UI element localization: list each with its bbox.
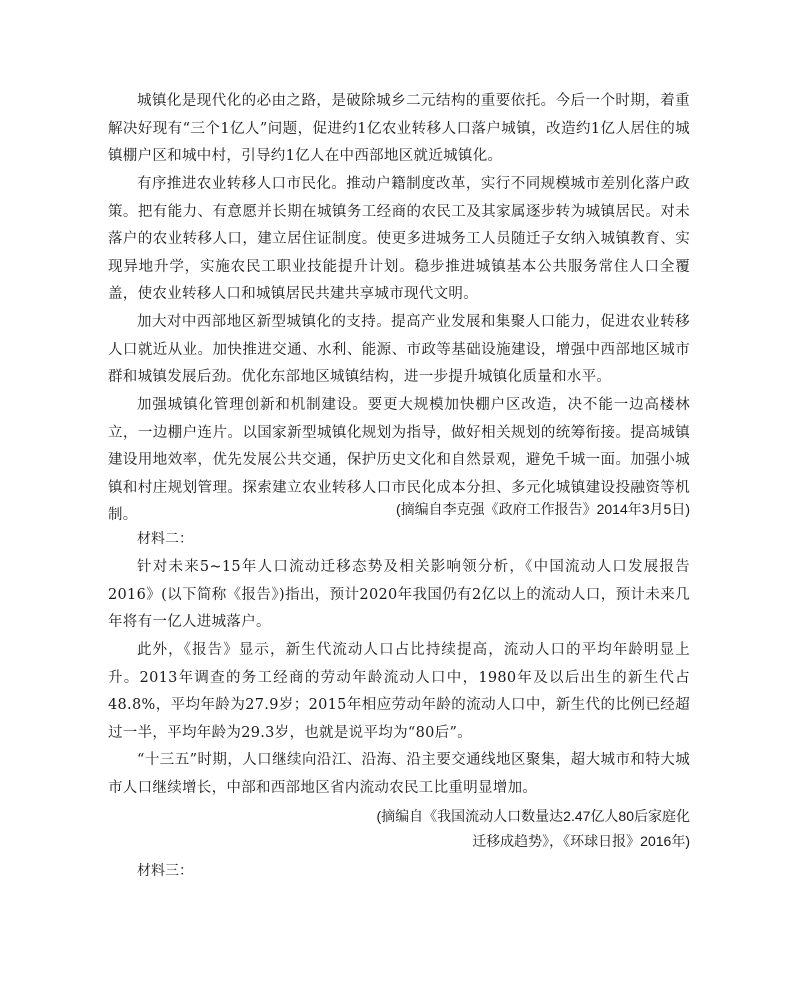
source-citation-2-line1: (摘编自《我国流动人口数量达2.47亿人80后家庭化: [376, 808, 690, 824]
heading-material-3: 材料三：: [137, 862, 193, 878]
paragraph-urbanization-intro: 城镇化是现代化的必由之路，是破除城乡二元结构的重要依托。今后一个时期，着重解决好现有“三个1亿人”问题，促进约1亿农业转移人口落户城镇，改造约1亿人居住的城镇棚户区和城中村，引导约1亿人在中西部地区就近城镇化。: [108, 93, 690, 164]
paragraph-management-innovation: 加强城镇化管理创新和机制建设。要更大规模加快棚户区改造，决不能一边高楼林立，一边棚户连片。以国家新型城镇化规划为指导，做好相关规划的统筹衔接。提高城镇建设用地效率，优先发展公共交通，保护历史文化和自然景观，避免千城一面。加强小城镇和村庄规划管理。探索建立农业转移人口市民化成本分担、多元化城镇建设投融资等机制。: [108, 397, 690, 523]
paragraph-migrant-citizenization: 有序推进农业转移人口市民化。推动户籍制度改革，实行不同规模城市差别化落户政策。把有能力、有意愿并长期在城镇务工经商的农民工及其家属逐步转为城镇居民。对未落户的农业转移人口，建立居住证制度。使更多进城务工人员随迁子女纳入城镇教育、实现异地升学，实施农民工职业技能提升计划。稳步推进城镇基本公共服务常住人口全覆盖，使农业转移人口和城镇居民共建共享城市现代文明。: [108, 176, 690, 302]
source-citation-2-line2: 迁移成趋势》，《环球日报》2016年): [472, 833, 690, 849]
paragraph-thirteenth-five-year: “十三五”时期，人口继续向沿江、沿海、沿主要交通线地区聚集，超大城市和特大城市人口继续增长，中部和西部地区省内流动农民工比重明显增加。: [108, 752, 690, 796]
paragraph-central-western-support: 加大对中西部地区新型城镇化的支持。提高产业发展和集聚人口能力，促进农业转移人口就近从业。加快推进交通、水利、能源、市政等基础设施建设，增强中西部地区城市群和城镇发展后劲。优化东部地区城镇结构，进一步提升城镇化质量和水平。: [108, 314, 690, 385]
paragraph-population-report: 针对未来5~15年人口流动迁移态势及相关影响领分析，《中国流动人口发展报告2016》(以下简称《报告》)指出，预计2020年我国仍有2亿以上的流动人口，预计未来几年将有一亿人进城落户。: [108, 559, 690, 630]
source-citation-1: (摘编自李克强《政府工作报告》2014年3月5日): [395, 501, 690, 517]
heading-material-2: 材料二：: [137, 530, 193, 546]
paragraph-new-generation: 此外，《报告》显示，新生代流动人口占比持续提高，流动人口的平均年龄明显上升。2013年调查的务工经商的劳动年龄流动人口中，1980年及以后出生的新生代占48.8%，平均年龄为27.9岁；2015年相应劳动年龄的流动人口中，新生代的比例已经超过一半，平均年龄为29.3岁，也就是说平均为“80后”。: [108, 642, 690, 741]
